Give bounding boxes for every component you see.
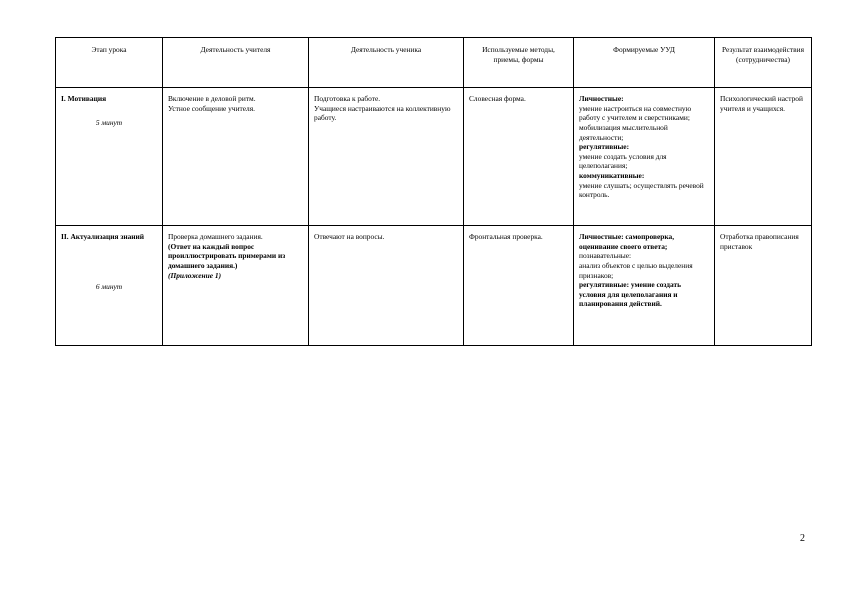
table-header-row bbox=[56, 38, 812, 88]
lesson-plan-table bbox=[55, 37, 812, 346]
header-student-activity: Деятельность ученика bbox=[309, 38, 464, 88]
uud-line: регулятивные: умение создать условия для целеполагания и планирования действий. bbox=[579, 280, 682, 309]
uud-line: анализ объектов с целью выделения признаков; bbox=[579, 260, 693, 280]
uud-cell bbox=[574, 226, 715, 346]
uud-line: Личностные: bbox=[579, 94, 624, 103]
header-stage: Этап урока bbox=[56, 38, 163, 88]
uud-line: Личностные: самопроверка, оценивание своего ответа; bbox=[579, 232, 675, 251]
teacher-activity-line: Проверка домашнего задания. bbox=[168, 232, 263, 241]
stage-time: 6 минут bbox=[95, 281, 123, 291]
uud-cell bbox=[574, 88, 715, 226]
stage-cell bbox=[56, 226, 163, 346]
result-cell: Отработка правописания приставок bbox=[715, 226, 812, 346]
appendix-reference: (Приложение 1) bbox=[168, 270, 222, 280]
uud-line: регулятивные: bbox=[579, 142, 630, 152]
header-methods: Используемые методы, приемы, формы bbox=[464, 38, 574, 88]
uud-line: умение создать условия для целеполагания; bbox=[579, 151, 667, 171]
teacher-activity-line: (Ответ на каждый вопрос проиллюстрировать примерами из домашнего задания.) bbox=[168, 241, 286, 270]
stage-time: 5 минут bbox=[95, 117, 123, 127]
teacher-activity-cell bbox=[163, 88, 309, 226]
student-activity-line: Учащиеся настраиваются на коллективную работу. bbox=[314, 103, 451, 123]
teacher-activity-line: Устное сообщение учителя. bbox=[168, 103, 255, 113]
teacher-activity-line: Включение в деловой ритм. bbox=[168, 94, 256, 103]
student-activity-cell bbox=[309, 226, 464, 346]
student-activity-line: Отвечают на вопросы. bbox=[314, 232, 385, 241]
uud-line: коммуникативные: bbox=[579, 171, 645, 180]
uud-line: умение слушать; осуществлять речевой контроль. bbox=[579, 180, 704, 200]
uud-line: умение настроиться на совместную работу с учителем и сверстниками; мобилизация мыслительной деятельности; bbox=[579, 103, 692, 142]
stage-title: II. Актуализация знаний bbox=[61, 232, 145, 241]
header-result: Результат взаимодействия (сотрудничества) bbox=[715, 38, 812, 88]
student-activity-cell bbox=[309, 88, 464, 226]
student-activity-line: Подготовка к работе. bbox=[314, 94, 381, 103]
uud-line: познавательные: bbox=[579, 251, 632, 261]
teacher-activity-cell bbox=[163, 226, 309, 346]
header-teacher-activity: Деятельность учителя bbox=[163, 38, 309, 88]
table-row bbox=[56, 226, 812, 346]
table-row bbox=[56, 88, 812, 226]
stage-title: I. Мотивация bbox=[61, 94, 107, 103]
header-uud: Формируемые УУД bbox=[574, 38, 715, 88]
page-number: 2 bbox=[800, 533, 805, 544]
result-cell: Психологический настрой учителя и учащихся. bbox=[715, 88, 812, 226]
stage-cell bbox=[56, 88, 163, 226]
methods-cell: Фронтальная проверка. bbox=[464, 226, 574, 346]
methods-cell: Словесная форма. bbox=[464, 88, 574, 226]
